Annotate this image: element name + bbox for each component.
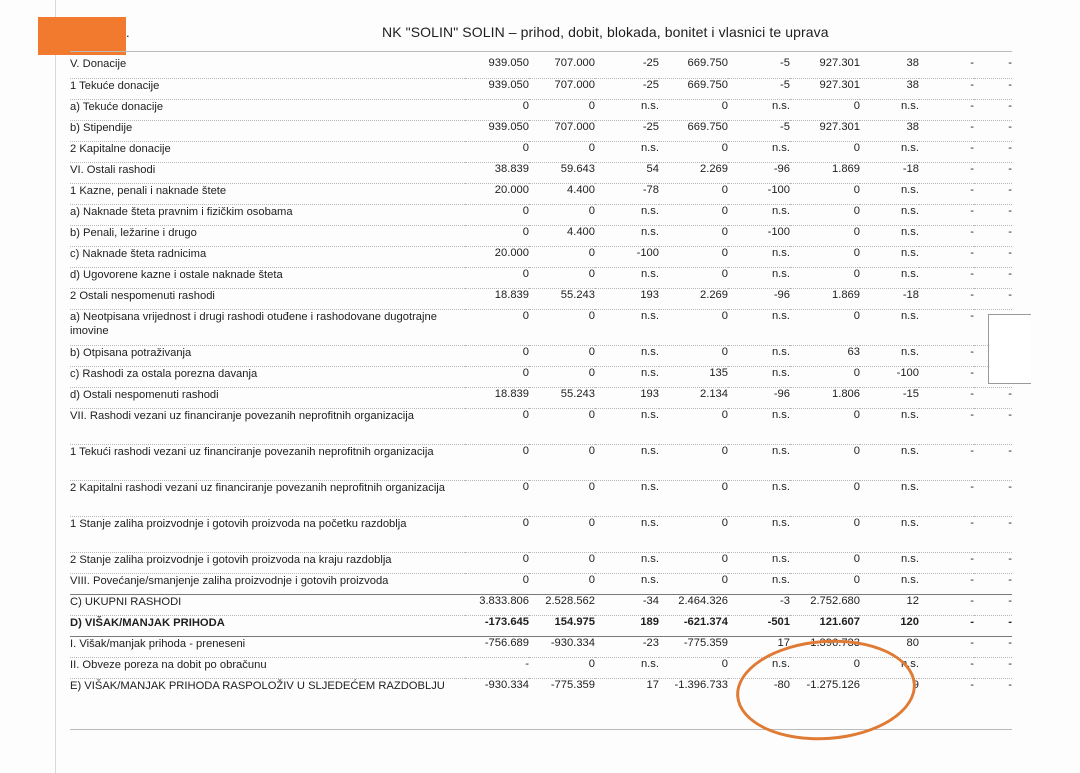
cell-value: 0 [465,573,529,594]
cell-value: 1.869 [790,162,860,183]
cell-value: n.s. [860,246,919,267]
cell-value: n.s. [728,552,790,573]
cell-value: 2.464.326 [659,594,728,615]
cell-value: 0 [790,480,860,516]
cell-value: - [974,246,1012,267]
cell-value: n.s. [860,480,919,516]
cell-value: - [919,288,974,309]
cell-value: 0 [529,246,595,267]
table-row [70,594,1012,615]
cell-value: n.s. [595,408,659,444]
cell-value: n.s. [860,345,919,366]
cell-value: 12 [860,594,919,615]
cell-value: 0 [529,657,595,678]
cell-value: 0 [790,309,860,345]
cell-value: - [919,267,974,288]
cell-value: n.s. [595,267,659,288]
cell-value: n.s. [595,480,659,516]
cell-value: -96 [728,162,790,183]
cell-value: 0 [465,309,529,345]
cell-value: -930.334 [484,678,529,691]
top-rule [70,51,1012,52]
cell-value: - [919,162,974,183]
row-label: c) Naknade šteta radnicima [70,246,465,267]
cell-value: n.s. [728,408,790,444]
cell-value: 0 [529,408,595,444]
cell-value: n.s. [860,516,919,552]
cell-value: - [919,408,974,444]
cell-value: 0 [465,204,529,225]
cell-value: 707.000 [529,78,595,99]
cell-value: 59.643 [529,162,595,183]
cell-value: -78 [595,183,659,204]
cell-value: - [919,594,974,615]
cell-value: 939.050 [465,78,529,99]
cell-value: - [465,657,529,678]
cell-value: 0 [659,444,728,480]
row-label: b) Otpisana potraživanja [70,345,465,366]
cell-value: 0 [465,516,529,552]
table-row [70,57,1012,78]
cell-value: - [974,99,1012,120]
cell-value: - [919,309,974,345]
cell-value: n.s. [595,141,659,162]
cell-value: 189 [595,615,659,636]
row-label: c) Rashodi za ostala porezna davanja [70,366,465,387]
cell-value: - [974,387,1012,408]
cell-value: - [974,162,1012,183]
table-row [70,120,1012,141]
row-label: 2 Ostali nespomenuti rashodi [70,288,465,309]
cell-value: - [974,183,1012,204]
redaction-mark [38,17,126,55]
cell-value: - [919,246,974,267]
cell-value: 669.750 [659,120,728,141]
table-row [70,204,1012,225]
cell-value: -23 [595,636,659,657]
cell-value: 1.869 [790,288,860,309]
row-label: 2 Kapitalni rashodi vezani uz financiranje povezanih neprofitnih organizacija [70,480,465,516]
table-row [70,366,1012,387]
cell-value: 0 [465,225,529,246]
cell-value: -100 [595,246,659,267]
cell-value: -1.396.733 [790,636,860,657]
cell-value: n.s. [728,345,790,366]
cell-value: - [919,57,974,78]
cell-value: n.s. [595,366,659,387]
cell-value: 0 [659,141,728,162]
cell-value: - [974,267,1012,288]
cell-value: 0 [529,444,595,480]
cell-value: 0 [790,573,860,594]
cell-value: -5 [728,78,790,99]
cell-value: 0 [465,408,529,444]
cell-value: 0 [465,552,529,573]
cell-value: 1.806 [790,387,860,408]
cell-value: 0 [790,246,860,267]
row-label: b) Penali, ležarine i drugo [70,225,465,246]
cell-value: - [974,636,1012,657]
cell-value: 38 [860,57,919,78]
cell-value: n.s. [728,657,790,678]
cell-value: n.s. [728,366,790,387]
cell-value: 17 [728,636,790,657]
cell-value: n.s. [728,267,790,288]
cell-value: 2.134 [659,387,728,408]
cell-value: 154.975 [529,615,595,636]
cell-value: 0 [659,309,728,345]
table-row [70,141,1012,162]
table-row [70,246,1012,267]
cell-value: 0 [465,366,529,387]
cell-value: 0 [659,552,728,573]
cell-value: -25 [595,57,659,78]
cell-value: - [919,552,974,573]
financial-table [70,57,1012,708]
cell-value: - [974,480,1012,516]
cell-value: -34 [595,594,659,615]
cell-value: n.s. [860,225,919,246]
cell-value: 0 [659,345,728,366]
cell-value: n.s. [595,444,659,480]
cell-value: - [974,225,1012,246]
cell-value: - [919,615,974,636]
cell-value: 707.000 [529,57,595,78]
cell-value: 0 [790,552,860,573]
cell-value: n.s. [595,552,659,573]
cell-value: -5 [728,120,790,141]
cell-value: n.s. [595,573,659,594]
table-row [70,78,1012,99]
cell-value: 0 [659,204,728,225]
cell-value: - [919,573,974,594]
cell-value: n.s. [595,309,659,345]
cell-value: 0 [659,99,728,120]
cell-value: 0 [790,444,860,480]
cell-value: n.s. [860,444,919,480]
cell-value: n.s. [860,552,919,573]
cell-value: n.s. [728,99,790,120]
table-row [70,162,1012,183]
cell-value: - [919,657,974,678]
row-label: VI. Ostali rashodi [70,162,465,183]
cell-value: 927.301 [790,120,860,141]
cell-value: -18 [860,288,919,309]
row-label: a) Neotpisana vrijednost i drugi rashodi otuđene i rashodovane dugotrajne imovine [70,309,465,345]
cell-value: n.s. [860,99,919,120]
cell-value: 54 [595,162,659,183]
cell-value: -15 [860,387,919,408]
cell-value: -1.275.126 [806,678,860,691]
cell-value: 0 [790,225,860,246]
cell-value: 0 [465,267,529,288]
cell-value: - [919,99,974,120]
cell-value: 121.607 [790,615,860,636]
cell-value: 0 [465,444,529,480]
cell-value: - [974,516,1012,552]
cell-value: 9 [912,678,919,691]
row-label: a) Naknade šteta pravnim i fizičkim osobama [70,204,465,225]
cell-value: 0 [659,225,728,246]
cell-value: 18.839 [465,387,529,408]
cell-value: -775.359 [550,678,595,691]
cell-value: 38.839 [465,162,529,183]
cell-value: 38 [860,120,919,141]
cell-value: -775.359 [659,636,728,657]
cell-value: 193 [595,387,659,408]
row-label: E) VIŠAK/MANJAK PRIHODA RASPOLOŽIV U SLJEDEĆEM RAZDOBLJU [70,679,445,692]
cell-value: 669.750 [659,78,728,99]
cell-value: n.s. [595,99,659,120]
cell-value: 0 [529,204,595,225]
cell-value: -3 [728,594,790,615]
cell-value: - [974,552,1012,573]
cell-value: 0 [465,480,529,516]
header-prefix: . [126,25,130,40]
cell-value: -18 [860,162,919,183]
cell-value: 927.301 [790,57,860,78]
cell-value: 38 [860,78,919,99]
row-label: VIII. Povećanje/smanjenje zaliha proizvodnje i gotovih proizvoda [70,573,465,594]
cell-value: 0 [659,516,728,552]
cell-value: -25 [595,78,659,99]
cell-value: n.s. [860,573,919,594]
table-row [70,309,1012,345]
row-label: 1 Tekući rashodi vezani uz financiranje povezanih neprofitnih organizacija [70,444,465,480]
cell-value: n.s. [728,444,790,480]
cell-value: 0 [659,246,728,267]
cell-value: - [974,444,1012,480]
cell-value: -621.374 [659,615,728,636]
cell-value: 55.243 [529,387,595,408]
table-row [70,480,1012,516]
cell-value: -501 [728,615,790,636]
cell-value: -756.689 [465,636,529,657]
row-label: 1 Kazne, penali i naknade štete [70,183,465,204]
cell-value: 0 [790,141,860,162]
cell-value: 0 [790,657,860,678]
table-row [70,573,1012,594]
cell-value: n.s. [728,309,790,345]
table-row [70,408,1012,444]
cell-value: n.s. [728,246,790,267]
cell-value: n.s. [860,657,919,678]
cell-value: n.s. [860,183,919,204]
cell-value: -173.645 [465,615,529,636]
table-row [70,345,1012,366]
cell-value: 0 [790,99,860,120]
row-label: 1 Tekuće donacije [70,78,465,99]
cell-value: 2.269 [659,288,728,309]
table-row [70,444,1012,480]
cell-value: - [919,480,974,516]
cell-value: - [974,594,1012,615]
cell-value: 20.000 [465,246,529,267]
cell-value: 0 [529,516,595,552]
cell-value: n.s. [728,480,790,516]
page-edge [55,0,56,773]
cell-value: n.s. [860,141,919,162]
table-row [70,516,1012,552]
cell-value: 0 [529,267,595,288]
table-row [70,267,1012,288]
cell-value: 0 [659,657,728,678]
row-label: d) Ugovorene kazne i ostale naknade šteta [70,267,465,288]
cell-value: 939.050 [465,120,529,141]
row-label: I. Višak/manjak prihoda - preneseni [70,636,465,657]
row-label: V. Donacije [70,57,465,78]
cell-value: n.s. [728,204,790,225]
cell-value: 4.400 [529,225,595,246]
cell-value: 0 [465,141,529,162]
cell-value: 17 [646,678,659,691]
cell-value: 55.243 [529,288,595,309]
cell-value: 3.833.806 [465,594,529,615]
cell-value: 0 [529,552,595,573]
cell-value: 120 [860,615,919,636]
table-row [70,615,1012,636]
cell-value: 20.000 [465,183,529,204]
cell-value: n.s. [860,408,919,444]
cell-value: 0 [529,366,595,387]
cell-value: n.s. [860,204,919,225]
row-label: II. Obveze poreza na dobit po obračunu [70,657,465,678]
cell-value: n.s. [728,573,790,594]
cell-value: 0 [659,480,728,516]
row-label: b) Stipendije [70,120,465,141]
cell-value: - [919,120,974,141]
cell-value: -5 [728,57,790,78]
cell-value: - [919,225,974,246]
cell-value: -96 [728,288,790,309]
cell-value: - [919,345,974,366]
cell-value: n.s. [595,345,659,366]
cell-value: -96 [728,387,790,408]
row-label: 2 Stanje zaliha proizvodnje i gotovih proizvoda na kraju razdoblja [70,552,465,573]
cell-value: 18.839 [465,288,529,309]
cell-value: 135 [659,366,728,387]
cell-value: 0 [790,516,860,552]
cell-value: 0 [659,573,728,594]
cell-value: 0 [790,267,860,288]
cell-value: 2.752.680 [790,594,860,615]
cell-value: 0 [659,267,728,288]
cell-value: n.s. [595,225,659,246]
cell-value: n.s. [728,516,790,552]
table-row [70,552,1012,573]
row-label: 1 Stanje zaliha proizvodnje i gotovih proizvoda na početku razdoblja [70,516,465,552]
row-label: VII. Rashodi vezani uz financiranje povezanih neprofitnih organizacija [70,408,465,444]
cell-value: -930.334 [529,636,595,657]
cell-value: - [974,78,1012,99]
cell-value: 0 [790,366,860,387]
cell-value: - [974,408,1012,444]
row-label: a) Tekuće donacije [70,99,465,120]
cell-value: n.s. [728,141,790,162]
cell-value: -1.396.733 [674,678,728,691]
row-label: D) VIŠAK/MANJAK PRIHODA [70,615,465,636]
cell-value: n.s. [595,657,659,678]
cell-value: 0 [790,183,860,204]
page-title: NK "SOLIN" SOLIN – prihod, dobit, blokada, bonitet i vlasnici te uprava [382,24,829,40]
row-label: C) UKUPNI RASHODI [70,594,465,615]
cell-value: 0 [529,141,595,162]
cell-value: 4.400 [529,183,595,204]
row-label: d) Ostali nespomenuti rashodi [70,387,465,408]
cell-value: - [974,657,1012,678]
cell-value: 0 [529,345,595,366]
cell-value: 0 [465,99,529,120]
overlay-box [988,314,1031,384]
table-row [70,288,1012,309]
cell-value: 63 [790,345,860,366]
cell-value: - [974,204,1012,225]
cell-value: n.s. [595,204,659,225]
cell-value: - [974,141,1012,162]
cell-value: - [919,636,974,657]
table-row [70,183,1012,204]
cell-value: 927.301 [790,78,860,99]
cell-value: n.s. [595,516,659,552]
cell-value: 2.528.562 [529,594,595,615]
cell-value: - [974,573,1012,594]
cell-value: - [919,516,974,552]
cell-value: -25 [595,120,659,141]
cell-value: 193 [595,288,659,309]
cell-value: 707.000 [529,120,595,141]
cell-value: 0 [465,345,529,366]
cell-value: 669.750 [659,57,728,78]
cell-value: - [919,204,974,225]
cell-value: -100 [728,183,790,204]
cell-value: - [1008,678,1012,691]
cell-value: - [974,57,1012,78]
cell-value: - [919,444,974,480]
cell-value: 80 [860,636,919,657]
cell-value: - [974,120,1012,141]
table-row [70,387,1012,408]
cell-value: - [970,678,974,691]
cell-value: - [974,615,1012,636]
cell-value: - [919,78,974,99]
cell-value: - [919,141,974,162]
cell-value: -100 [860,366,919,387]
table-row [70,99,1012,120]
cell-value: 0 [529,309,595,345]
row-label: 2 Kapitalne donacije [70,141,465,162]
cell-value: n.s. [860,267,919,288]
cell-value: 0 [529,99,595,120]
cell-value: 939.050 [465,57,529,78]
cell-value: -100 [728,225,790,246]
cell-value: 0 [529,480,595,516]
cell-value: 0 [659,183,728,204]
cell-value: - [919,183,974,204]
cell-value: 2.269 [659,162,728,183]
cell-value: - [919,387,974,408]
cell-value: n.s. [860,309,919,345]
table-row [70,225,1012,246]
cell-value: - [919,366,974,387]
cell-value: 0 [790,204,860,225]
cell-value: - [974,288,1012,309]
cell-value: 0 [790,408,860,444]
cell-value: 0 [529,573,595,594]
cell-value: 0 [659,408,728,444]
cell-value: -80 [773,678,790,691]
